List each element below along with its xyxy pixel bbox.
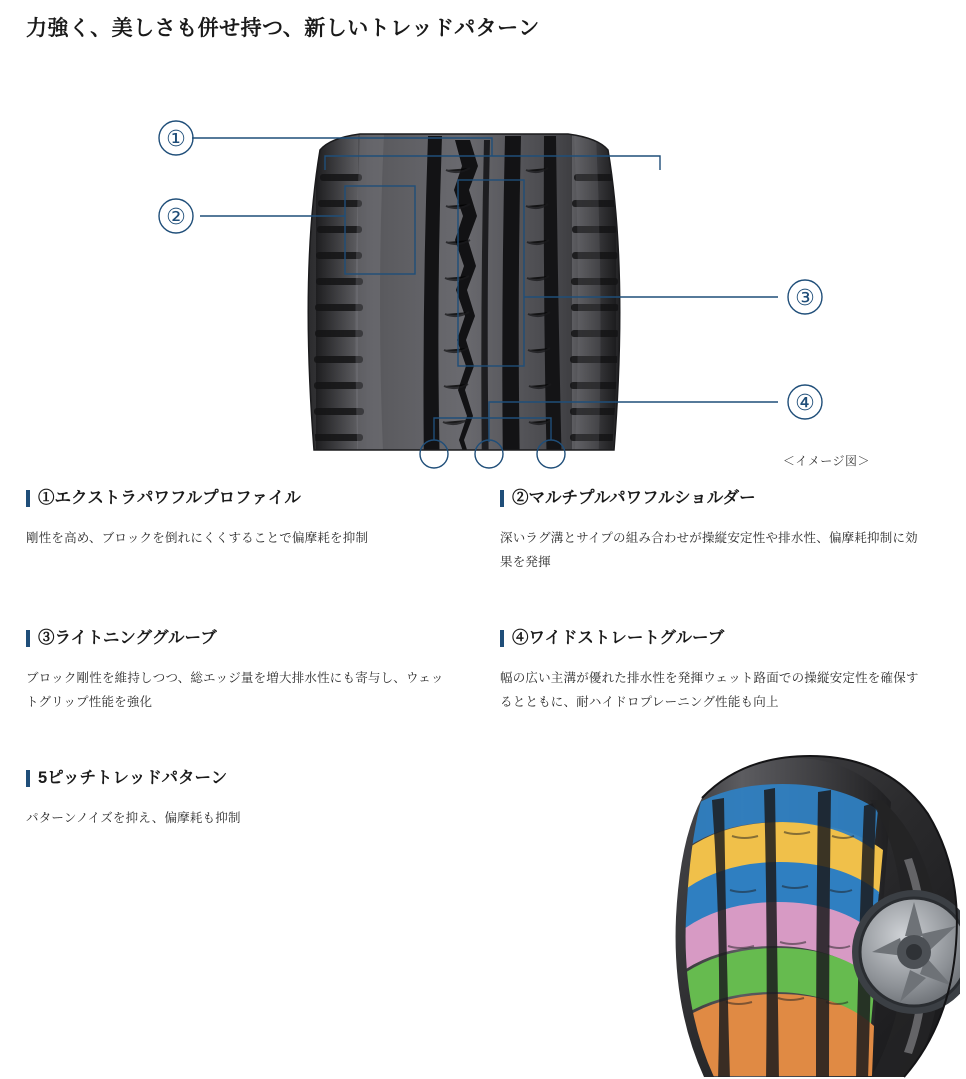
feature-1	[26, 488, 446, 551]
feature-2-body: 深いラグ溝とサイプの組み合わせが操縦安定性や排水性、偏摩耗抑制に効果を発揮	[500, 531, 918, 569]
tire-graphic	[308, 134, 620, 470]
feature-3-heading: ③ライトニンググルーブ	[26, 628, 446, 649]
feature-3	[26, 628, 446, 714]
callout-3-number: ③	[795, 286, 815, 311]
feature-1-heading: ①エクストラパワフルプロファイル	[26, 488, 446, 509]
image-note: ＜イメージ図＞	[782, 454, 870, 468]
feature-5-heading: 5ピッチトレッドパターン	[26, 768, 446, 789]
feature-4-heading: ④ワイドストレートグルーブ	[500, 628, 930, 649]
page-title: 力強く、美しさも併せ持つ、新しいトレッドパターン	[26, 17, 540, 40]
feature-2-heading: ②マルチプルパワフルショルダー	[500, 488, 930, 509]
callout-1-number: ①	[166, 127, 186, 152]
tread-pattern-illustration	[0, 50, 966, 470]
callout-4-number: ④	[795, 391, 815, 416]
callout-2-number: ②	[166, 205, 186, 230]
feature-4-body: 幅の広い主溝が優れた排水性を発揮ウェット路面での操縦安定性を確保するとともに、耐ハイドロプレーニング性能も向上	[500, 671, 919, 709]
feature-5-body: パターンノイズを抑え、偏摩耗も抑制	[26, 811, 241, 826]
pitch-pattern-tire-image	[660, 740, 960, 1079]
feature-5	[26, 768, 446, 831]
feature-1-body: 剛性を高め、ブロックを倒れにくくすることで偏摩耗を抑制	[26, 531, 369, 546]
feature-2	[500, 488, 930, 574]
feature-4	[500, 628, 930, 714]
feature-3-body: ブロック剛性を維持しつつ、総エッジ量を増大排水性にも寄与し、ウェットグリップ性能を強化	[26, 671, 444, 709]
